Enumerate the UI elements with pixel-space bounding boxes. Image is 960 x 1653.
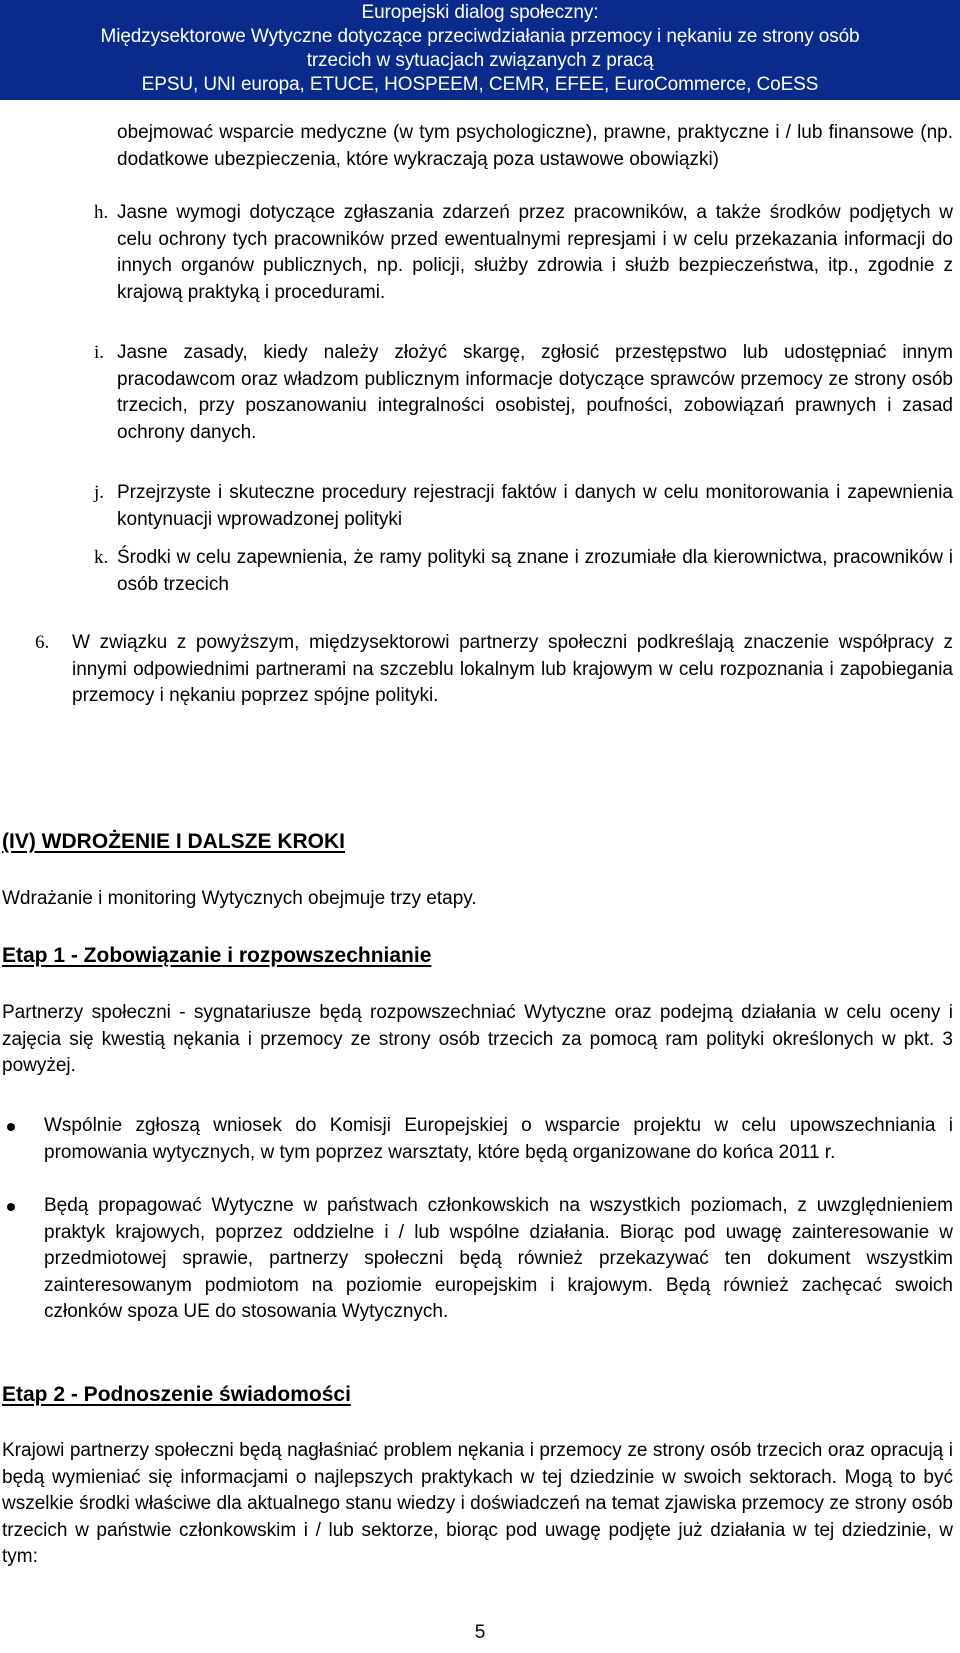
list-item-text: Jasne zasady, kiedy należy złożyć skargę, zgłosić przestępstwo lub udostępniać innym pracodawcom oraz władzom publicznym informacje dotyczące sprawców przemocy ze strony osób trzecich, przy poszanowaniu integralności osobistej, poufności, zobowiązań prawnych i zasad ochrony danych. [117,342,953,443]
header-line-dialog: Europejski dialog społeczny: [361,2,599,23]
bullet-text: Wspólnie zgłoszą wniosek do Komisji Europejskiej o wsparcie projektu w celu upowszechniania i promowania wytycznych, w tym poprzez warsztaty, które będą organizowane do końca 2011 r. [44,1115,953,1163]
list-item-text: Przejrzyste i skuteczne procedury rejestracji faktów i danych w celu monitorowania i zapewnienia kontynuacji wprowadzonej polityki [117,482,953,530]
list-marker: h. [94,202,109,223]
header-line-context: trzecich w sytuacjach związanych z pracą [306,50,654,71]
page-number: 5 [474,1622,486,1643]
list-marker: j. [94,482,105,503]
list-marker: i. [94,342,105,363]
etap1-heading: Etap 1 - Zobowiązanie i rozpowszechnianie [2,944,432,967]
list-item-text: Jasne wymogi dotyczące zgłaszania zdarzeń przez pracowników, a także środków podjętych w celu ochrony tych pracowników przed ewentualnymi represjami i w celu przekazania informacji do innych organów publicznych, np. policji, służby zdrowia i służb bezpieczeństwa, itp., zgodnie z krajową praktyką i procedurami. [117,202,953,303]
bullet-text: Będą propagować Wytyczne w państwach członkowskich na wszystkich poziomach, z uwzględnieniem praktyk krajowych, poprzez oddzielne i / lub wspólne działania. Biorąc pod uwagę zainteresowanie w przedmiotowej sprawie, partnerzy społeczni będą również przekazywać ten dokument wszystkim zainteresowanym podmiotom na poziomie europejskim i krajowym. Będą również zachęcać swoich członków spoza UE do stosowania Wytycznych. [44,1195,953,1322]
point-text: W związku z powyższym, międzysektorowi partnerzy społeczni podkreślają znaczenie współpracy z innymi odpowiednimi partnerami na szczeblu lokalnym lub krajowym w celu rozpoznania i zapobiegania przemocy i nękaniu poprzez spójne polityki. [72,632,953,706]
list-item-text: Środki w celu zapewnienia, że ramy polityki są znane i zrozumiałe dla kierownictwa, pracowników i osób trzecich [117,547,953,595]
bullet-icon [7,1123,15,1131]
list-marker: k. [94,547,109,568]
bullet-icon [7,1203,15,1211]
continuation-paragraph: obejmować wsparcie medyczne (w tym psychologiczne), prawne, praktyczne i / lub finansowe (np. dodatkowe ubezpieczenia, które wykraczają poza ustawowe obowiązki) [117,122,953,170]
etap2-heading: Etap 2 - Podnoszenie świadomości [2,1383,351,1406]
etap1-paragraph: Partnerzy społeczni - sygnatariusze będą rozpowszechniać Wytyczne oraz podejmą działania w celu oceny i zajęcia się kwestią nękania i przemocy ze strony osób trzecich za pomocą ram polityki określonych w pkt. 3 powyżej. [2,1002,953,1076]
header-line-organisations: EPSU, UNI europa, ETUCE, HOSPEEM, CEMR, EFEE, EuroCommerce, CoESS [141,74,819,95]
section-heading: (IV) WDROŻENIE I DALSZE KROKI [2,830,345,853]
document-header-banner [0,0,960,100]
point-marker: 6. [35,632,50,653]
etap2-paragraph: Krajowi partnerzy społeczni będą nagłaśniać problem nękania i przemocy ze strony osób trzecich oraz opracują i będą wymieniać się informacjami o najlepszych praktykach w tej dziedzinie w swoich sektorach. Mogą to być wszelkie środki właściwe dla aktualnego stanu wiedzy i doświadczeń na temat zjawiska przemocy ze strony osób trzecich w państwie członkowskim i / lub sektorze, biorąc pod uwagę podjęte już działania w tej dziedzinie, w tym: [2,1440,953,1567]
intro-paragraph: Wdrażanie i monitoring Wytycznych obejmuje trzy etapy. [2,888,477,909]
header-line-guidelines: Międzysektorowe Wytyczne dotyczące przeciwdziałania przemocy i nękaniu ze strony osób [100,26,860,47]
